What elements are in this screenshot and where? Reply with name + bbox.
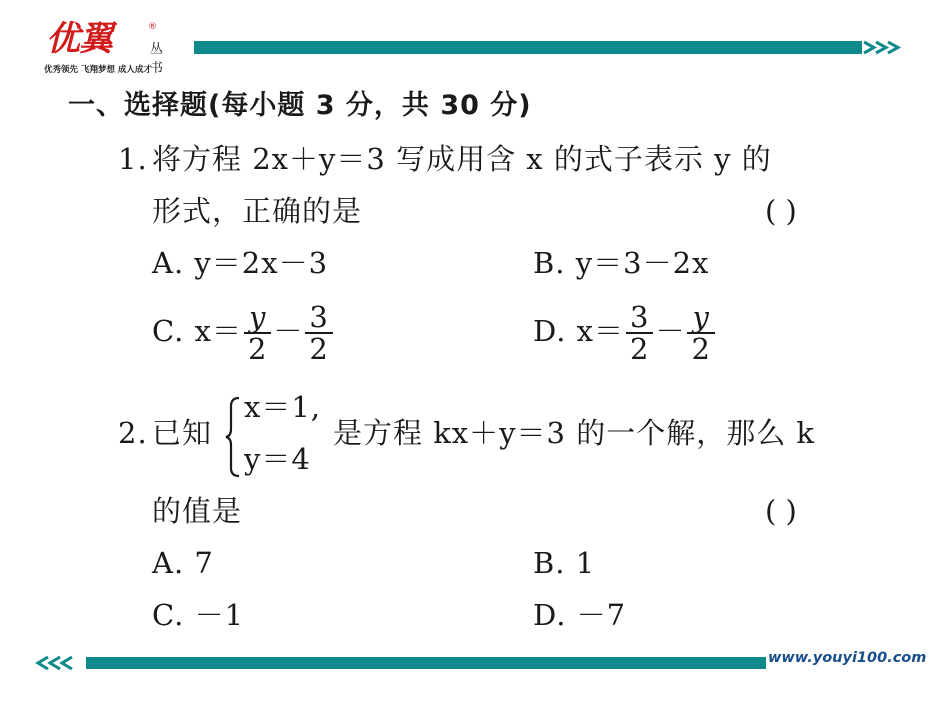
logo-text: 优翼 [46, 19, 112, 59]
top-decorative-bar [194, 40, 862, 55]
q1-option-c [152, 302, 335, 364]
question-1-stem-line2: 形式，正确的是 [152, 194, 363, 228]
section-title: 一、选择题(每小题 3 分，共 30 分) [68, 90, 532, 121]
bottom-decorative-bar [86, 656, 766, 670]
question-2-stem-line2: 的值是 [152, 494, 243, 528]
question-2-stem-line1: 是方程 kx＋y＝3 的一个解，那么 k [333, 416, 815, 450]
q1-option-d-fraction-1 [626, 302, 653, 364]
q1-option-a: A. y＝2x－3 [152, 246, 329, 280]
footer-website-url: www.youyi100.com [768, 650, 927, 666]
publisher-logo [44, 19, 164, 78]
logo-slogan: 优秀领先 飞翔梦想 成人成才 [44, 65, 152, 75]
fraction-denominator: 2 [247, 332, 268, 366]
question-2-number: 2. [118, 416, 148, 450]
q1-option-c-label: C. x＝ [152, 314, 242, 348]
question-1-answer-bracket: ( ) [765, 194, 797, 228]
q1-option-c-fraction-2 [305, 302, 332, 364]
q1-option-c-operator: － [273, 314, 304, 348]
top-bar-fill [194, 41, 862, 54]
fraction-denominator: 2 [309, 332, 329, 366]
q1-option-c-fraction-1 [244, 302, 271, 364]
q2-option-a: A. 7 [152, 546, 214, 580]
top-bar-arrows-icon [862, 40, 914, 55]
q1-option-d-fraction-2 [687, 302, 714, 364]
fraction-numerator: 3 [305, 302, 332, 334]
q1-option-d [533, 302, 717, 364]
question-1-stem-line1: 将方程 2x＋y＝3 写成用含 x 的式子表示 y 的 [152, 142, 772, 176]
equation-system-brace-icon [224, 396, 242, 478]
equation-system-line-1: x＝1, [244, 390, 322, 424]
question-2-answer-bracket: ( ) [765, 494, 797, 528]
q1-option-b: B. y＝3－2x [533, 246, 710, 280]
equation-system-line-2: y＝4 [244, 442, 311, 476]
bottom-bar-fill [86, 657, 766, 669]
question-2-prefix: 已知 [152, 416, 213, 450]
fraction-numerator: y [687, 302, 714, 334]
q2-option-c: C. －1 [152, 598, 245, 632]
question-1-number: 1. [118, 142, 148, 176]
q2-option-b: B. 1 [533, 546, 596, 580]
fraction-denominator: 2 [691, 332, 711, 366]
series-name: 丛书 [150, 42, 164, 76]
registered-mark: ® [148, 22, 157, 32]
bottom-bar-arrows-icon [34, 656, 86, 670]
q2-option-d: D. －7 [533, 598, 627, 632]
q1-option-d-label: D. x＝ [533, 314, 625, 348]
fraction-denominator: 2 [630, 332, 650, 366]
fraction-numerator: y [244, 302, 271, 334]
q1-option-d-operator: － [655, 314, 686, 348]
fraction-numerator: 3 [626, 302, 653, 334]
